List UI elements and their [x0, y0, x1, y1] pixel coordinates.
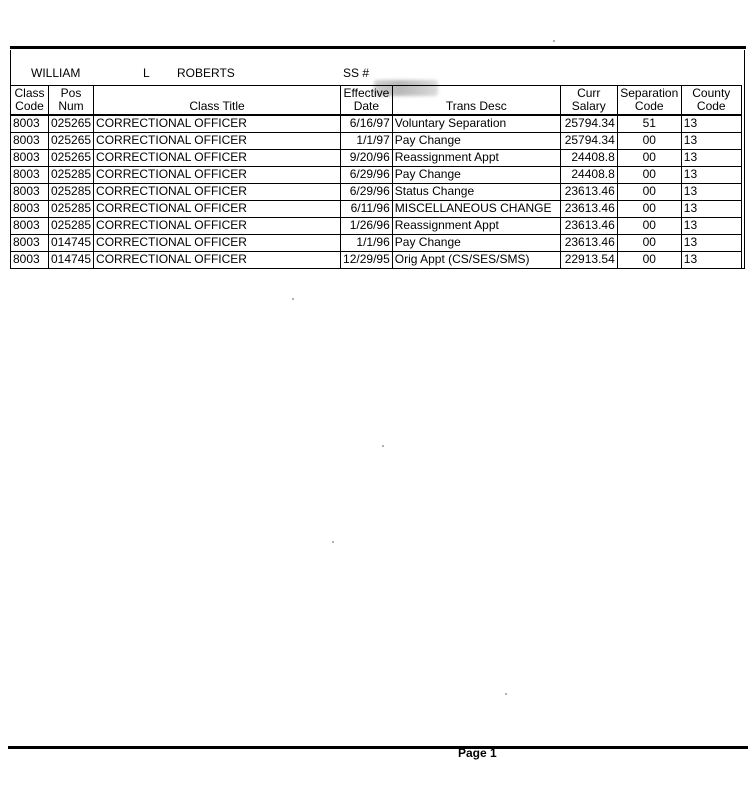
cell-separation-code: 00: [617, 133, 681, 150]
cell-pos-num: 025265: [49, 115, 94, 133]
cell-class-code: 8003: [11, 150, 49, 167]
cell-county-code: 13: [681, 133, 741, 150]
cell-effective-date: 9/20/96: [341, 150, 393, 167]
cell-separation-code: 00: [617, 167, 681, 184]
cell-separation-code: 00: [617, 184, 681, 201]
cell-separation-code: 00: [617, 252, 681, 269]
header-class-code: Class Code: [11, 86, 49, 116]
cell-pos-num: 025285: [49, 201, 94, 218]
cell-county-code: 13: [681, 184, 741, 201]
cell-curr-salary: 24408.8: [560, 150, 617, 167]
cell-trans-desc: Orig Appt (CS/SES/SMS): [392, 252, 560, 269]
table-row: [11, 150, 742, 167]
cell-class-title: CORRECTIONAL OFFICER: [94, 201, 341, 218]
employee-name-line: [11, 66, 744, 82]
scan-speck: [382, 445, 384, 447]
cell-county-code: 13: [681, 235, 741, 252]
cell-class-title: CORRECTIONAL OFFICER: [94, 235, 341, 252]
cell-effective-date: 6/29/96: [341, 167, 393, 184]
header-county-code: County Code: [681, 86, 741, 116]
cell-county-code: 13: [681, 201, 741, 218]
top-rule: [10, 46, 746, 49]
cell-class-title: CORRECTIONAL OFFICER: [94, 184, 341, 201]
position-history-table: [10, 85, 742, 269]
cell-class-code: 8003: [11, 184, 49, 201]
first-name: WILLIAM: [31, 66, 81, 80]
cell-class-title: CORRECTIONAL OFFICER: [94, 150, 341, 167]
header-pos-num: Pos Num: [49, 86, 94, 116]
table-header-row: [11, 86, 742, 116]
cell-pos-num: 014745: [49, 252, 94, 269]
cell-class-code: 8003: [11, 218, 49, 235]
table-body: [11, 115, 742, 269]
cell-trans-desc: MISCELLANEOUS CHANGE: [392, 201, 560, 218]
cell-effective-date: 1/1/96: [341, 235, 393, 252]
cell-county-code: 13: [681, 115, 741, 133]
header-separation-code: Separation Code: [617, 86, 681, 116]
middle-initial: L: [143, 66, 150, 80]
page-number: Page 1: [458, 746, 497, 760]
table-row: [11, 252, 742, 269]
header-class-title: Class Title: [94, 86, 341, 116]
cell-effective-date: 1/26/96: [341, 218, 393, 235]
cell-curr-salary: 25794.34: [560, 133, 617, 150]
cell-class-title: CORRECTIONAL OFFICER: [94, 115, 341, 133]
cell-effective-date: 1/1/97: [341, 133, 393, 150]
cell-trans-desc: Pay Change: [392, 235, 560, 252]
table-row: [11, 167, 742, 184]
cell-effective-date: 6/16/97: [341, 115, 393, 133]
bottom-rule: [8, 746, 748, 749]
cell-effective-date: 6/29/96: [341, 184, 393, 201]
cell-trans-desc: Reassignment Appt: [392, 150, 560, 167]
cell-class-code: 8003: [11, 133, 49, 150]
cell-pos-num: 025285: [49, 218, 94, 235]
cell-class-code: 8003: [11, 201, 49, 218]
cell-county-code: 13: [681, 218, 741, 235]
cell-curr-salary: 23613.46: [560, 235, 617, 252]
cell-curr-salary: 22913.54: [560, 252, 617, 269]
cell-pos-num: 025265: [49, 150, 94, 167]
scan-speck: [332, 541, 334, 543]
table-row: [11, 218, 742, 235]
cell-pos-num: 025265: [49, 133, 94, 150]
cell-pos-num: 014745: [49, 235, 94, 252]
header-trans-desc: Trans Desc: [392, 86, 560, 116]
cell-class-title: CORRECTIONAL OFFICER: [94, 252, 341, 269]
cell-curr-salary: 24408.8: [560, 167, 617, 184]
cell-effective-date: 12/29/95: [341, 252, 393, 269]
table-row: [11, 235, 742, 252]
cell-class-title: CORRECTIONAL OFFICER: [94, 133, 341, 150]
cell-pos-num: 025285: [49, 167, 94, 184]
cell-curr-salary: 23613.46: [560, 218, 617, 235]
cell-trans-desc: Status Change: [392, 184, 560, 201]
cell-separation-code: 51: [617, 115, 681, 133]
cell-class-title: CORRECTIONAL OFFICER: [94, 167, 341, 184]
cell-trans-desc: Pay Change: [392, 133, 560, 150]
ss-label: SS #: [343, 66, 370, 80]
cell-trans-desc: Pay Change: [392, 167, 560, 184]
cell-class-code: 8003: [11, 252, 49, 269]
employee-record: [10, 50, 745, 269]
cell-curr-salary: 23613.46: [560, 201, 617, 218]
cell-curr-salary: 23613.46: [560, 184, 617, 201]
cell-effective-date: 6/11/96: [341, 201, 393, 218]
cell-county-code: 13: [681, 167, 741, 184]
cell-separation-code: 00: [617, 218, 681, 235]
last-name: ROBERTS: [177, 66, 235, 80]
header-effective-date: Effective Date: [341, 86, 393, 116]
cell-separation-code: 00: [617, 201, 681, 218]
cell-separation-code: 00: [617, 150, 681, 167]
table-row: [11, 201, 742, 218]
header-curr-salary: Curr Salary: [560, 86, 617, 116]
cell-trans-desc: Voluntary Separation: [392, 115, 560, 133]
cell-pos-num: 025285: [49, 184, 94, 201]
cell-county-code: 13: [681, 150, 741, 167]
scan-speck: [553, 40, 555, 42]
cell-curr-salary: 25794.34: [560, 115, 617, 133]
cell-class-code: 8003: [11, 235, 49, 252]
table-row: [11, 184, 742, 201]
cell-separation-code: 00: [617, 235, 681, 252]
scan-speck: [505, 693, 507, 695]
scan-speck: [292, 298, 294, 300]
cell-county-code: 13: [681, 252, 741, 269]
cell-trans-desc: Reassignment Appt: [392, 218, 560, 235]
cell-class-title: CORRECTIONAL OFFICER: [94, 218, 341, 235]
table-row: [11, 115, 742, 133]
cell-class-code: 8003: [11, 167, 49, 184]
table-row: [11, 133, 742, 150]
cell-class-code: 8003: [11, 115, 49, 133]
